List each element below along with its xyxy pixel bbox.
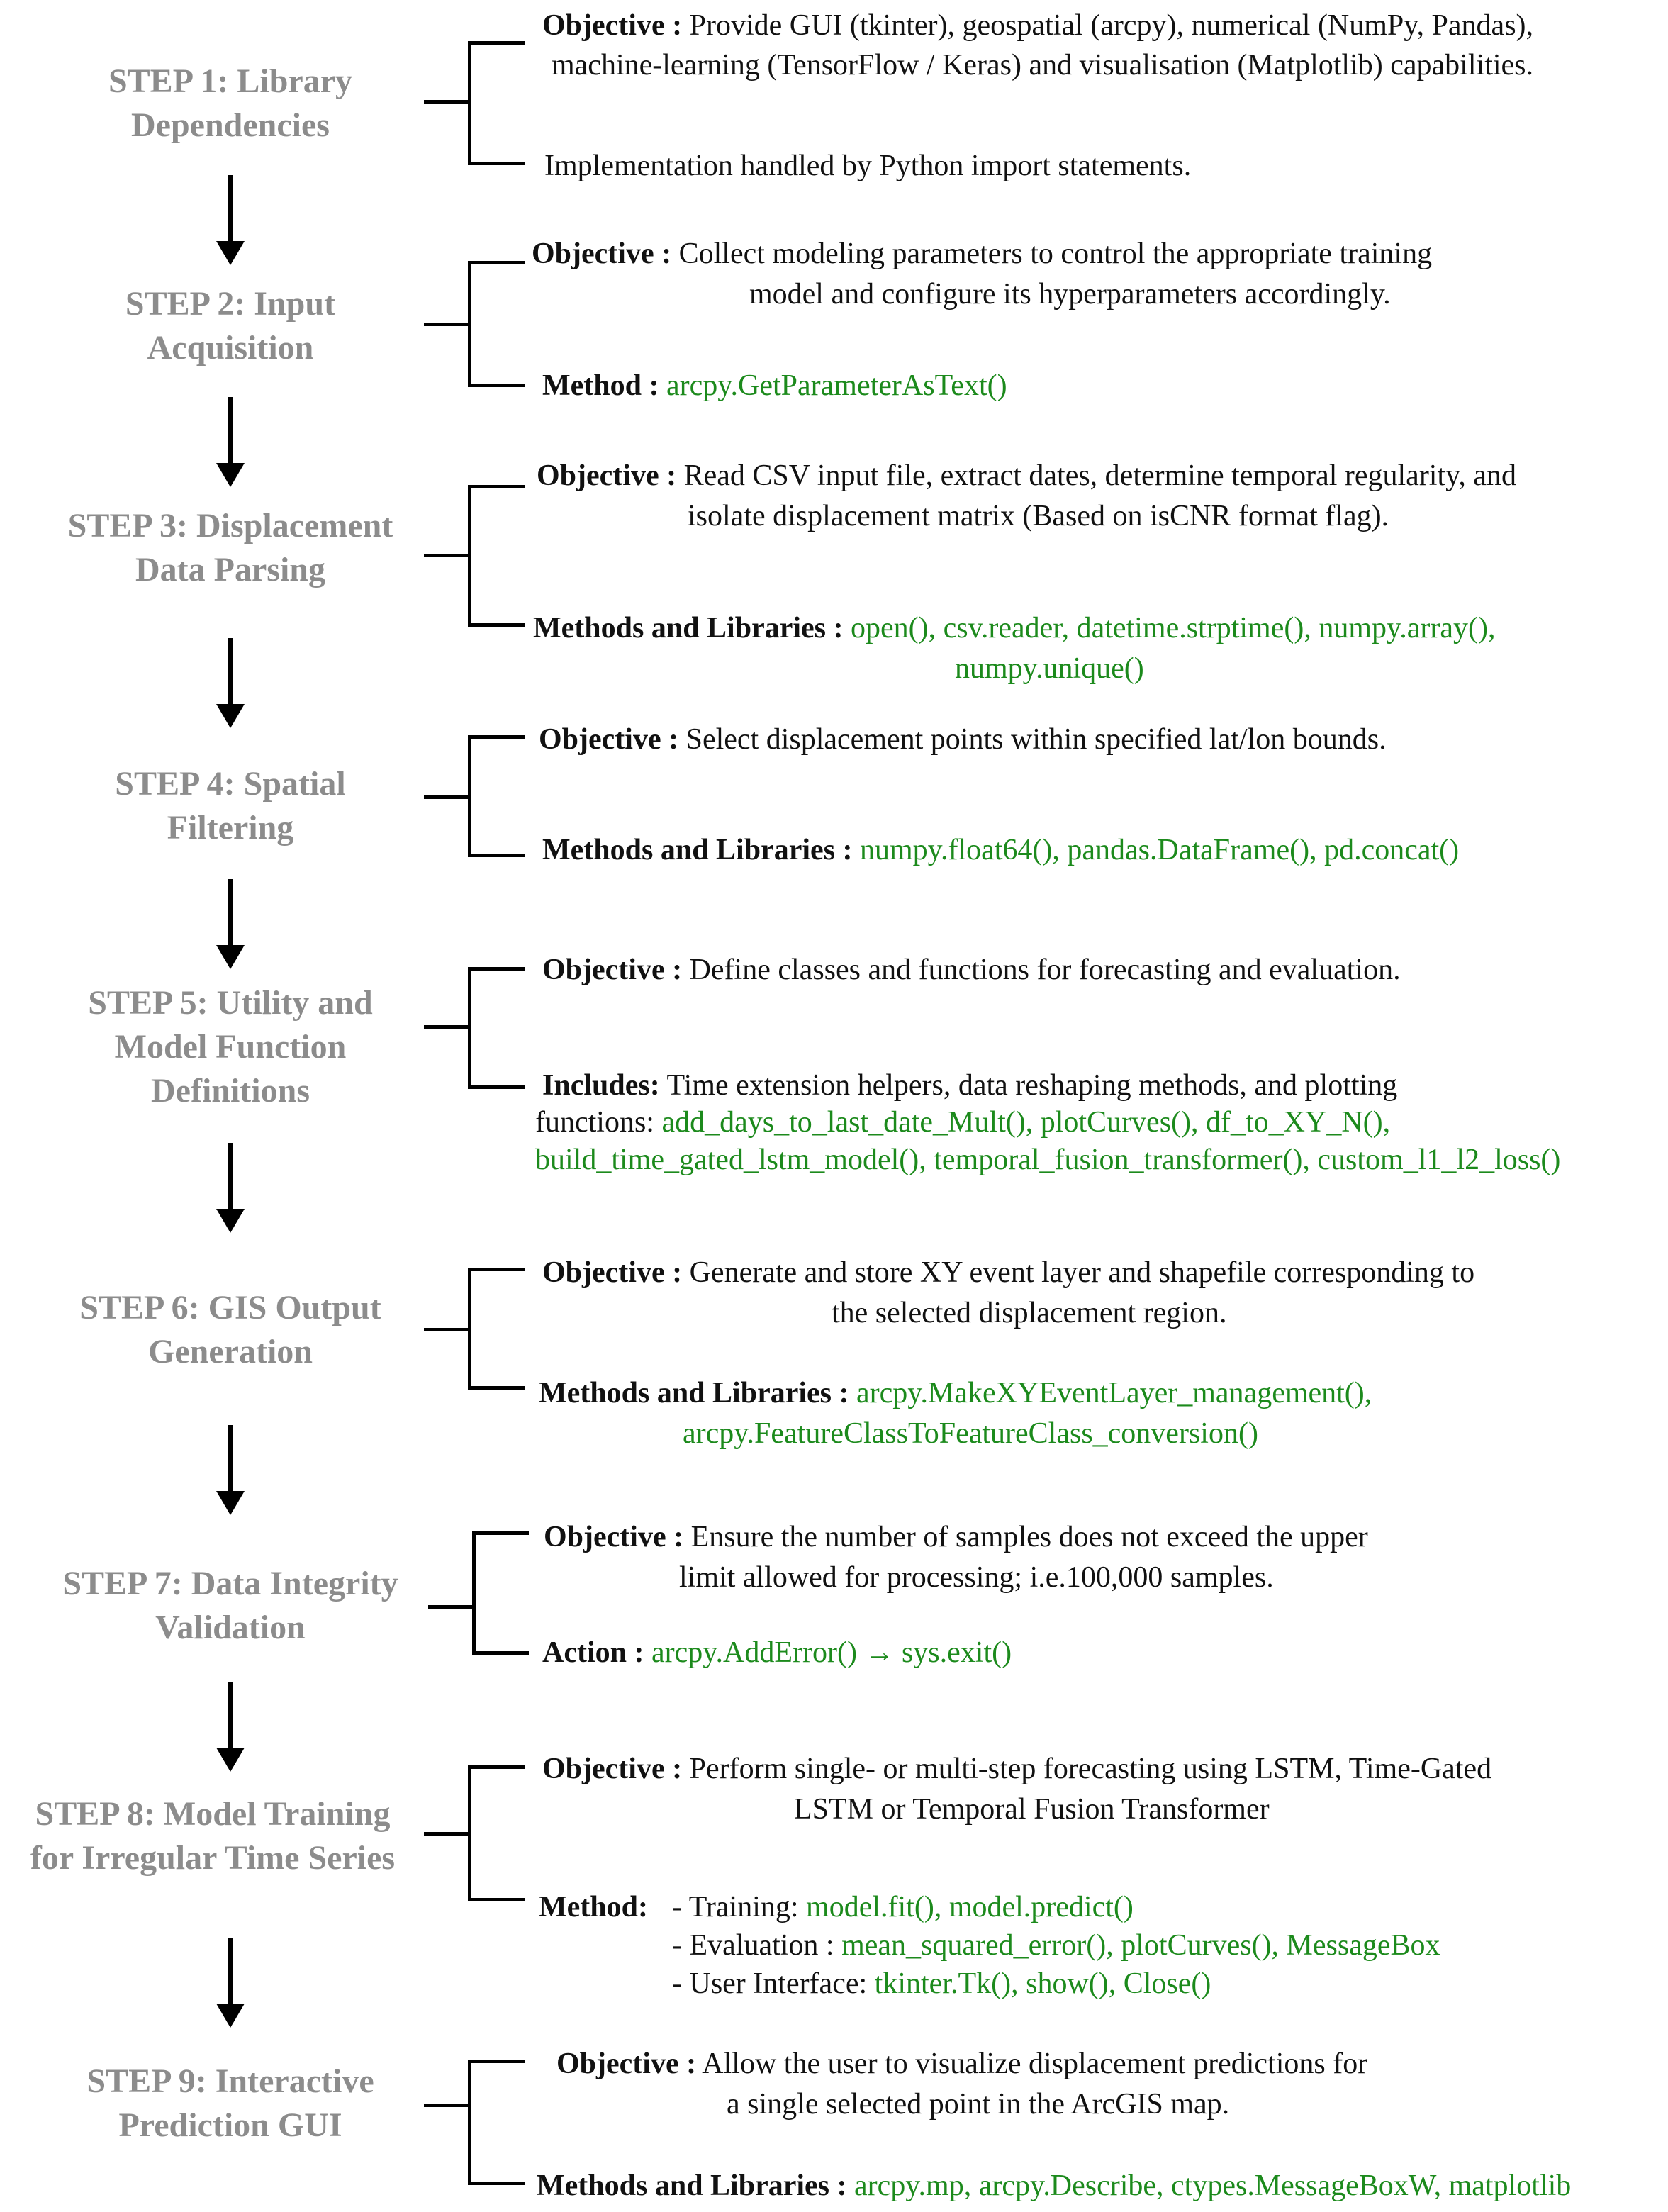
flow-arrow [216,175,245,265]
bracket-stem [424,1328,469,1331]
methods-code: numpy.float64(), pandas.DataFrame(), pd.concat() [852,834,1460,866]
step-title-line: STEP 8: Model Training [35,1795,391,1833]
bracket-stem [424,795,469,799]
bracket-arm-bottom [468,1898,525,1901]
step-8-method-label [539,1887,648,1927]
objective-label: Objective : [537,459,677,492]
step-6-objective-cont: the selected displacement region. [832,1297,1227,1329]
method-label: Method: [539,1891,648,1923]
objective-text: Perform single- or multi-step forecasting using LSTM, Time-Gated [682,1753,1492,1785]
objective-text: Select displacement points within specified lat/lon bounds. [678,723,1387,756]
bracket-spine [468,485,471,627]
step-9-methods [537,2166,1571,2206]
bracket-spine [468,2060,471,2185]
bracket-arm-top [468,735,525,739]
step-7-title [0,1562,461,1650]
objective-label: Objective : [542,1256,683,1289]
method-row-training [672,1887,1134,1927]
objective-text: Collect modeling parameters to control the appropriate training [671,238,1433,270]
objective-label: Objective : [542,954,683,986]
step-4-title [0,762,461,850]
step-7-objective [544,1517,1368,1557]
method-row-ui [672,1964,1211,2004]
step-2-title [0,282,461,370]
bracket-stem [424,2104,469,2107]
bracket-arm-bottom [468,1386,525,1390]
includes-text: Time extension helpers, data reshaping methods, and plotting [659,1069,1398,1102]
bracket-spine [468,735,471,857]
step-title-line: Filtering [167,809,294,847]
methods-label: Methods and Libraries : [542,834,853,866]
objective-text: Generate and store XY event layer and shapefile corresponding to [682,1256,1475,1289]
bracket-arm-top [468,967,525,971]
flow-arrow [216,1425,245,1515]
step-4-objective [539,720,1387,759]
step-title-line: for Irregular Time Series [30,1839,396,1877]
step-title-line: STEP 5: Utility and [88,984,373,1022]
method-code: arcpy.GetParameterAsText() [659,369,1007,402]
flow-arrow [216,397,245,487]
bracket-arm-bottom [468,162,525,165]
bracket-arm-top [472,1531,529,1535]
bracket-spine [468,1268,471,1390]
flow-arrow [216,638,245,728]
objective-label: Objective : [556,2048,697,2080]
step-8-objective [542,1749,1491,1789]
bracket-stem [424,1832,469,1836]
step-1-objective [542,6,1533,45]
step-title-line: Validation [155,1609,306,1646]
objective-label: Objective : [539,723,679,756]
objective-label: Objective : [542,9,683,42]
bracket-stem [424,554,469,557]
bracket-spine [468,41,471,165]
step-5-title [0,981,461,1113]
methods-label: Methods and Libraries : [539,1377,849,1409]
step-2-method [542,366,1007,406]
step-1-objective-cont: machine-learning (TensorFlow / Keras) and visualisation (Matplotlib) capabilities. [552,49,1534,82]
functions-code: add_days_to_last_date_Mult(), plotCurves(), df_to_XY_N(), [654,1106,1391,1139]
row-prefix: - Evaluation : [672,1929,834,1962]
objective-label: Objective : [532,238,672,270]
bracket-spine [468,967,471,1089]
bracket-arm-bottom [468,2182,525,2185]
bracket-spine [468,261,471,387]
bracket-arm-top [468,2060,525,2063]
method-label: Method : [542,369,659,402]
step-title-line: Generation [148,1333,313,1370]
row-prefix: - Training: [672,1891,799,1923]
step-5-objective [542,950,1401,990]
step-4-methods [542,830,1459,870]
action-label: Action : [542,1636,644,1669]
step-5-includes [542,1066,1397,1105]
step-3-title [0,504,461,592]
step-title-line: Acquisition [147,329,314,367]
step-3-methods [533,608,1496,648]
step-3-objective-cont: isolate displacement matrix (Based on isCNR format flag). [688,500,1389,532]
objective-label: Objective : [542,1753,683,1785]
step-8-objective-cont: LSTM or Temporal Fusion Transformer [794,1793,1270,1826]
flow-arrow [216,879,245,969]
bracket-arm-top [468,1268,525,1271]
step-7-action [542,1633,1012,1672]
objective-text: Define classes and functions for forecasting and evaluation. [682,954,1401,986]
methods-code: open(), csv.reader, datetime.strptime(), numpy.array(), [843,612,1496,644]
step-2-objective [532,234,1432,274]
bracket-arm-top [468,41,525,45]
flow-arrow [216,1682,245,1772]
step-8-title [0,1792,425,1880]
step-title-line: Dependencies [131,106,330,144]
step-6-methods-cont: arcpy.FeatureClassToFeatureClass_conversion() [683,1417,1258,1450]
objective-text: Read CSV input file, extract dates, determine temporal regularity, and [676,459,1517,492]
methods-code: arcpy.mp, arcpy.Describe, ctypes.MessageBoxW, matplotlib [846,2169,1572,2202]
step-9-objective-cont: a single selected point in the ArcGIS map. [727,2088,1230,2121]
bracket-stem [424,1025,469,1029]
step-title-line: Prediction GUI [118,2106,342,2144]
step-9-title [0,2060,461,2147]
step-title-line: STEP 9: Interactive [86,2062,374,2100]
step-7-objective-cont: limit allowed for processing; i.e.100,000 samples. [679,1561,1274,1594]
functions-label: functions: [535,1106,654,1139]
objective-text: Ensure the number of samples does not exceed the upper [683,1521,1368,1553]
row-prefix: - User Interface: [672,1967,868,2000]
flow-arrow [216,1938,245,2028]
step-title-line: Definitions [150,1072,310,1110]
objective-label: Objective : [544,1521,684,1553]
flow-arrow [216,1143,245,1233]
row-code: mean_squared_error(), plotCurves(), MessageBox [834,1929,1440,1962]
bracket-stem [428,1605,474,1609]
bracket-stem [424,100,469,104]
method-row-evaluation [672,1926,1440,1965]
step-title-line: STEP 1: Library [108,62,353,100]
bracket-arm-top [468,485,525,488]
objective-text: Allow the user to visualize displacement predictions for [696,2048,1368,2080]
methods-code: arcpy.MakeXYEventLayer_management(), [849,1377,1372,1409]
bracket-arm-top [468,261,525,264]
step-title-line: STEP 7: Data Integrity [62,1565,398,1602]
bracket-arm-bottom [468,623,525,627]
methods-label: Methods and Libraries : [533,612,844,644]
bracket-arm-bottom [468,384,525,387]
step-title-line: Data Parsing [135,551,325,588]
step-3-objective [537,456,1516,496]
step-title-line: STEP 4: Spatial [115,765,346,803]
bracket-spine [472,1531,476,1655]
step-title-line: STEP 3: Displacement [67,507,393,544]
objective-text: Provide GUI (tkinter), geospatial (arcpy), numerical (NumPy, Pandas), [682,9,1534,42]
step-2-objective-cont: model and configure its hyperparameters accordingly. [749,278,1391,311]
includes-label: Includes: [542,1069,660,1102]
row-code: tkinter.Tk(), show(), Close() [867,1967,1211,2000]
step-5-functions [535,1102,1390,1142]
step-title-line: STEP 2: Input [125,285,336,323]
step-1-title [0,60,461,147]
methods-label: Methods and Libraries : [537,2169,847,2202]
bracket-arm-bottom [468,854,525,857]
bracket-arm-bottom [472,1651,529,1655]
step-title-line: Model Function [114,1028,347,1066]
action-code: arcpy.AddError() → sys.exit() [644,1636,1012,1669]
bracket-spine [468,1765,471,1901]
bracket-arm-bottom [468,1085,525,1089]
row-code: model.fit(), model.predict() [798,1891,1134,1923]
step-5-functions-cont: build_time_gated_lstm_model(), temporal_fusion_transformer(), custom_l1_l2_loss() [535,1144,1561,1176]
bracket-arm-top [468,1765,525,1769]
step-6-objective [542,1253,1474,1292]
step-3-methods-cont: numpy.unique() [955,652,1144,685]
step-6-methods [539,1373,1372,1413]
step-6-title [0,1286,461,1374]
bracket-stem [424,323,469,326]
step-9-objective [556,2044,1367,2084]
step-title-line: STEP 6: GIS Output [79,1289,381,1326]
step-1-implementation: Implementation handled by Python import statements. [544,150,1192,182]
